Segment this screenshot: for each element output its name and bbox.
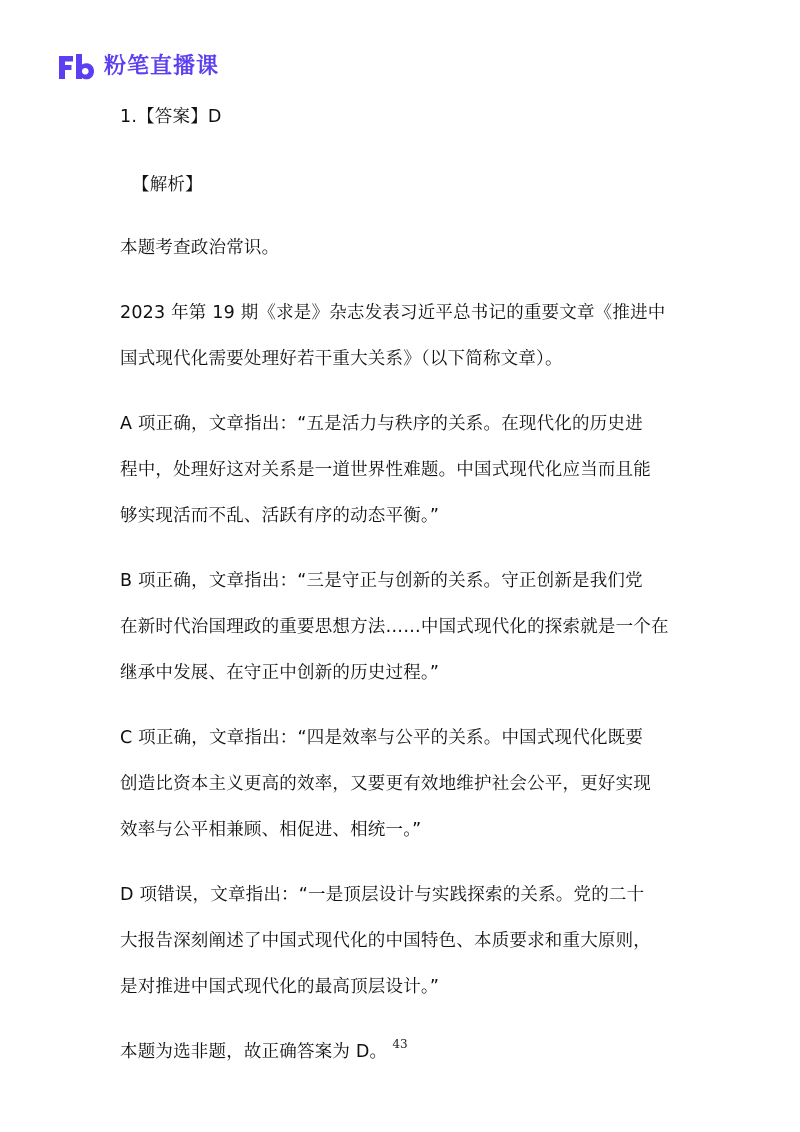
paragraph-background: [120, 299, 680, 373]
paragraph-line: B 项正确，文章指出：“三是守正与创新的关系。守正创新是我们党: [120, 571, 643, 591]
paragraph-line: 创造比资本主义更高的效率，又要更有效地维护社会公平，更好实现: [120, 774, 651, 794]
paragraph-line: 效率与公平相兼顾、相促进、相统一。”: [120, 820, 422, 840]
page-number: 43: [392, 1037, 408, 1051]
paragraph-option-b: [120, 567, 680, 687]
paragraph-line: 大报告深刻阐述了中国式现代化的中国特色、本质要求和重大原则，: [120, 931, 651, 951]
brand-name: 粉笔直播课: [104, 54, 220, 79]
paragraph-option-a: [120, 410, 680, 530]
paragraph-line: 是对推进中国式现代化的最高顶层设计。”: [120, 977, 440, 997]
paragraph-line: C 项正确，文章指出：“四是效率与公平的关系。中国式现代化既要: [120, 728, 644, 748]
paragraph-line: 程中，处理好这对关系是一道世界性难题。中国式现代化应当而且能: [120, 460, 651, 480]
paragraph-option-c: [120, 724, 680, 844]
conclusion-text: 本题为选非题，故正确答案为 D。: [120, 1042, 388, 1062]
paragraph-option-d: [120, 881, 680, 1001]
solution-content: [120, 100, 680, 1066]
answer-line: 1.【答案】D: [120, 107, 222, 127]
brand-header: [56, 50, 219, 84]
fb-logo-icon: [56, 52, 96, 82]
paragraph-line: D 项错误，文章指出：“一是顶层设计与实践探索的关系。党的二十: [120, 885, 645, 905]
paragraph-line: 在新时代治国理政的重要思想方法……中国式现代化的探索就是一个在: [120, 617, 669, 637]
paragraph-line: 继承中发展、在守正中创新的历史过程。”: [120, 663, 440, 683]
paragraph-line: 够实现活而不乱、活跃有序的动态平衡。”: [120, 506, 440, 526]
intro-text: 本题考查政治常识。: [120, 238, 280, 258]
analysis-label: 【解析】: [132, 175, 203, 195]
paragraph-line: 2023 年第 19 期《求是》杂志发表习近平总书记的重要文章《推进中: [120, 303, 666, 323]
paragraph-line: 国式现代化需要处理好若干重大关系》（以下简称文章）。: [120, 349, 563, 369]
paragraph-line: A 项正确，文章指出：“五是活力与秩序的关系。在现代化的历史进: [120, 414, 643, 434]
